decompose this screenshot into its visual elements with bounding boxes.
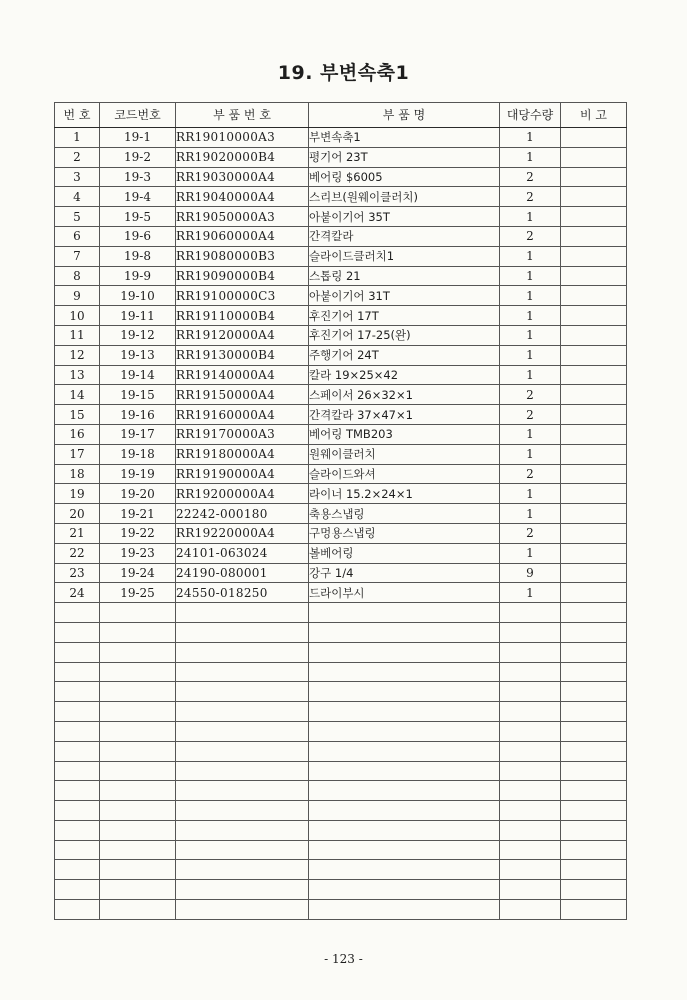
cell-remarks (561, 900, 627, 920)
cell-code: 19-15 (100, 385, 176, 405)
cell-no (55, 801, 100, 821)
cell-part-number (176, 860, 309, 880)
cell-no (55, 880, 100, 900)
cell-code: 19-1 (100, 128, 176, 148)
cell-no (55, 840, 100, 860)
cell-remarks (561, 187, 627, 207)
cell-quantity (500, 860, 561, 880)
cell-remarks (561, 147, 627, 167)
cell-part-name: 간격칼라 (309, 226, 500, 246)
cell-quantity: 1 (500, 147, 561, 167)
cell-part-name (309, 801, 500, 821)
cell-part-name: 베어링 TMB203 (309, 424, 500, 444)
parts-table (54, 102, 627, 920)
cell-quantity (500, 801, 561, 821)
cell-part-name (309, 642, 500, 662)
cell-remarks (561, 444, 627, 464)
cell-code (100, 682, 176, 702)
cell-part-number: RR19080000B3 (176, 246, 309, 266)
cell-code: 19-25 (100, 583, 176, 603)
table-row (55, 306, 627, 326)
cell-part-number: 24101-063024 (176, 543, 309, 563)
cell-part-number (176, 642, 309, 662)
cell-no: 3 (55, 167, 100, 187)
cell-remarks (561, 226, 627, 246)
cell-code: 19-18 (100, 444, 176, 464)
cell-quantity (500, 781, 561, 801)
cell-quantity (500, 622, 561, 642)
cell-quantity (500, 741, 561, 761)
empty-table-row (55, 741, 627, 761)
cell-remarks (561, 424, 627, 444)
table-row (55, 444, 627, 464)
cell-code: 19-20 (100, 484, 176, 504)
cell-quantity: 1 (500, 266, 561, 286)
cell-remarks (561, 207, 627, 227)
cell-remarks (561, 286, 627, 306)
cell-part-name (309, 721, 500, 741)
empty-table-row (55, 860, 627, 880)
cell-no (55, 662, 100, 682)
cell-quantity: 1 (500, 207, 561, 227)
cell-remarks (561, 345, 627, 365)
table-row (55, 167, 627, 187)
cell-part-number (176, 781, 309, 801)
cell-part-number: 22242-000180 (176, 504, 309, 524)
cell-quantity: 1 (500, 345, 561, 365)
cell-no (55, 642, 100, 662)
cell-no (55, 900, 100, 920)
cell-part-name: 후진기어 17T (309, 306, 500, 326)
cell-quantity: 2 (500, 385, 561, 405)
table-row (55, 504, 627, 524)
empty-table-row (55, 801, 627, 821)
cell-no: 8 (55, 266, 100, 286)
cell-part-number: RR19120000A4 (176, 325, 309, 345)
cell-remarks (561, 523, 627, 543)
cell-code (100, 702, 176, 722)
table-row (55, 345, 627, 365)
cell-code (100, 721, 176, 741)
empty-table-row (55, 880, 627, 900)
cell-remarks (561, 246, 627, 266)
cell-part-name: 아붙이기어 35T (309, 207, 500, 227)
cell-remarks (561, 306, 627, 326)
cell-remarks (561, 820, 627, 840)
cell-part-name (309, 761, 500, 781)
cell-remarks (561, 583, 627, 603)
table-row (55, 226, 627, 246)
cell-remarks (561, 721, 627, 741)
cell-quantity: 2 (500, 226, 561, 246)
empty-table-row (55, 900, 627, 920)
cell-code (100, 880, 176, 900)
cell-part-number (176, 840, 309, 860)
cell-code (100, 781, 176, 801)
cell-part-number: RR19140000A4 (176, 365, 309, 385)
cell-part-name: 칼라 19×25×42 (309, 365, 500, 385)
cell-part-name: 슬라이드와셔 (309, 464, 500, 484)
cell-part-name (309, 682, 500, 702)
cell-code: 19-19 (100, 464, 176, 484)
cell-no: 9 (55, 286, 100, 306)
empty-table-row (55, 662, 627, 682)
cell-remarks (561, 801, 627, 821)
cell-part-number: RR19180000A4 (176, 444, 309, 464)
cell-code (100, 761, 176, 781)
cell-part-name: 원웨이클러치 (309, 444, 500, 464)
cell-part-number: RR19110000B4 (176, 306, 309, 326)
cell-part-name: 부변속축1 (309, 128, 500, 148)
cell-code (100, 603, 176, 623)
cell-no: 6 (55, 226, 100, 246)
table-row (55, 424, 627, 444)
cell-quantity: 1 (500, 444, 561, 464)
empty-table-row (55, 682, 627, 702)
cell-part-number: RR19190000A4 (176, 464, 309, 484)
cell-part-number (176, 820, 309, 840)
cell-part-number: 24190-080001 (176, 563, 309, 583)
cell-remarks (561, 622, 627, 642)
cell-no (55, 682, 100, 702)
cell-part-number (176, 761, 309, 781)
cell-remarks (561, 365, 627, 385)
cell-part-name: 간격칼라 37×47×1 (309, 405, 500, 425)
cell-quantity: 2 (500, 187, 561, 207)
cell-remarks (561, 662, 627, 682)
cell-part-name: 스톱링 21 (309, 266, 500, 286)
empty-table-row (55, 603, 627, 623)
table-header-row (55, 103, 627, 128)
cell-remarks (561, 603, 627, 623)
cell-no: 22 (55, 543, 100, 563)
cell-no (55, 721, 100, 741)
cell-code: 19-3 (100, 167, 176, 187)
cell-part-name: 구멍용스냅링 (309, 523, 500, 543)
cell-part-number: RR19150000A4 (176, 385, 309, 405)
header-code: 코드번호 (100, 103, 176, 128)
cell-no: 14 (55, 385, 100, 405)
table-row (55, 464, 627, 484)
cell-part-number (176, 622, 309, 642)
cell-code (100, 741, 176, 761)
cell-quantity (500, 662, 561, 682)
cell-remarks (561, 860, 627, 880)
cell-code: 19-24 (100, 563, 176, 583)
table-row (55, 128, 627, 148)
cell-remarks (561, 741, 627, 761)
cell-part-number: RR19100000C3 (176, 286, 309, 306)
cell-quantity: 1 (500, 365, 561, 385)
cell-part-number: RR19020000B4 (176, 147, 309, 167)
cell-no (55, 820, 100, 840)
cell-remarks (561, 325, 627, 345)
cell-code: 19-14 (100, 365, 176, 385)
cell-no: 1 (55, 128, 100, 148)
cell-part-number: RR19050000A3 (176, 207, 309, 227)
cell-quantity (500, 702, 561, 722)
cell-part-name (309, 603, 500, 623)
cell-code: 19-21 (100, 504, 176, 524)
cell-part-number (176, 900, 309, 920)
cell-quantity: 1 (500, 325, 561, 345)
cell-part-name: 아붙이기어 31T (309, 286, 500, 306)
cell-quantity (500, 900, 561, 920)
cell-part-number (176, 702, 309, 722)
cell-part-number: RR19160000A4 (176, 405, 309, 425)
cell-part-number: RR19220000A4 (176, 523, 309, 543)
cell-remarks (561, 840, 627, 860)
cell-part-name: 라이너 15.2×24×1 (309, 484, 500, 504)
cell-quantity: 1 (500, 484, 561, 504)
cell-code: 19-5 (100, 207, 176, 227)
empty-table-row (55, 840, 627, 860)
cell-quantity (500, 682, 561, 702)
cell-part-name (309, 860, 500, 880)
cell-remarks (561, 128, 627, 148)
cell-quantity: 2 (500, 464, 561, 484)
cell-part-name (309, 900, 500, 920)
cell-part-number (176, 682, 309, 702)
cell-part-name: 스페이서 26×32×1 (309, 385, 500, 405)
cell-part-name: 베어링 $6005 (309, 167, 500, 187)
header-part-number: 부 품 번 호 (176, 103, 309, 128)
cell-remarks (561, 880, 627, 900)
table-row (55, 385, 627, 405)
cell-remarks (561, 464, 627, 484)
cell-code: 19-12 (100, 325, 176, 345)
cell-no: 19 (55, 484, 100, 504)
empty-table-row (55, 642, 627, 662)
cell-code (100, 820, 176, 840)
cell-code: 19-4 (100, 187, 176, 207)
cell-quantity: 1 (500, 286, 561, 306)
cell-code (100, 860, 176, 880)
cell-no (55, 622, 100, 642)
cell-no: 15 (55, 405, 100, 425)
cell-quantity: 1 (500, 504, 561, 524)
table-row (55, 207, 627, 227)
cell-part-number (176, 721, 309, 741)
cell-quantity: 9 (500, 563, 561, 583)
cell-no: 16 (55, 424, 100, 444)
cell-part-name: 주행기어 24T (309, 345, 500, 365)
cell-no: 10 (55, 306, 100, 326)
empty-table-row (55, 761, 627, 781)
cell-no: 5 (55, 207, 100, 227)
cell-part-number: RR19030000A4 (176, 167, 309, 187)
cell-part-name (309, 662, 500, 682)
cell-code: 19-23 (100, 543, 176, 563)
table-row (55, 246, 627, 266)
table-row (55, 325, 627, 345)
table-row (55, 523, 627, 543)
cell-part-name (309, 622, 500, 642)
cell-code (100, 900, 176, 920)
cell-quantity: 1 (500, 424, 561, 444)
empty-table-row (55, 781, 627, 801)
cell-code: 19-11 (100, 306, 176, 326)
cell-code: 19-2 (100, 147, 176, 167)
cell-quantity (500, 603, 561, 623)
cell-quantity: 2 (500, 167, 561, 187)
cell-part-number (176, 603, 309, 623)
table-body (55, 128, 627, 920)
cell-quantity (500, 840, 561, 860)
cell-part-name (309, 820, 500, 840)
cell-quantity (500, 642, 561, 662)
cell-no: 11 (55, 325, 100, 345)
table-row (55, 286, 627, 306)
header-no: 번 호 (55, 103, 100, 128)
cell-no (55, 741, 100, 761)
cell-quantity (500, 761, 561, 781)
cell-part-name: 축용스냅링 (309, 504, 500, 524)
cell-no (55, 702, 100, 722)
cell-no: 4 (55, 187, 100, 207)
cell-no: 18 (55, 464, 100, 484)
page-title: 19. 부변속축1 (277, 62, 410, 84)
cell-part-name: 강구 1/4 (309, 563, 500, 583)
cell-code (100, 622, 176, 642)
cell-part-name (309, 781, 500, 801)
table-row (55, 147, 627, 167)
cell-part-name (309, 840, 500, 860)
cell-part-number (176, 880, 309, 900)
cell-no: 13 (55, 365, 100, 385)
cell-code (100, 801, 176, 821)
cell-no: 17 (55, 444, 100, 464)
header-remarks: 비 고 (561, 103, 627, 128)
cell-remarks (561, 405, 627, 425)
header-part-name: 부 품 명 (309, 103, 500, 128)
table-row (55, 365, 627, 385)
cell-no (55, 860, 100, 880)
cell-code: 19-16 (100, 405, 176, 425)
cell-part-number: RR19040000A4 (176, 187, 309, 207)
cell-remarks (561, 484, 627, 504)
cell-quantity (500, 880, 561, 900)
cell-remarks (561, 761, 627, 781)
cell-no: 23 (55, 563, 100, 583)
table-row (55, 543, 627, 563)
cell-code: 19-13 (100, 345, 176, 365)
cell-part-number: RR19170000A3 (176, 424, 309, 444)
cell-remarks (561, 563, 627, 583)
empty-table-row (55, 820, 627, 840)
cell-part-name (309, 880, 500, 900)
cell-part-name: 볼베어링 (309, 543, 500, 563)
cell-remarks (561, 266, 627, 286)
cell-part-name: 드라이부시 (309, 583, 500, 603)
cell-part-number: 24550-018250 (176, 583, 309, 603)
cell-part-name: 슬라이드클러치1 (309, 246, 500, 266)
cell-code: 19-6 (100, 226, 176, 246)
cell-code: 19-22 (100, 523, 176, 543)
cell-no: 2 (55, 147, 100, 167)
cell-part-number: RR19010000A3 (176, 128, 309, 148)
cell-part-number (176, 741, 309, 761)
cell-remarks (561, 167, 627, 187)
table-row (55, 563, 627, 583)
cell-no: 24 (55, 583, 100, 603)
cell-part-name: 후진기어 17-25(완) (309, 325, 500, 345)
table-row (55, 405, 627, 425)
table-row (55, 583, 627, 603)
cell-code (100, 642, 176, 662)
cell-no (55, 781, 100, 801)
cell-quantity (500, 721, 561, 741)
cell-code (100, 662, 176, 682)
cell-part-number: RR19130000B4 (176, 345, 309, 365)
cell-remarks (561, 781, 627, 801)
header-quantity: 대당수량 (500, 103, 561, 128)
cell-part-name (309, 741, 500, 761)
cell-part-number: RR19090000B4 (176, 266, 309, 286)
cell-quantity (500, 820, 561, 840)
cell-part-number: RR19200000A4 (176, 484, 309, 504)
cell-part-number (176, 662, 309, 682)
empty-table-row (55, 702, 627, 722)
cell-code: 19-8 (100, 246, 176, 266)
cell-quantity: 1 (500, 306, 561, 326)
cell-no: 7 (55, 246, 100, 266)
cell-code (100, 840, 176, 860)
cell-part-number (176, 801, 309, 821)
cell-part-name: 스리브(원웨이클러치) (309, 187, 500, 207)
cell-no: 21 (55, 523, 100, 543)
cell-quantity: 1 (500, 246, 561, 266)
cell-part-number: RR19060000A4 (176, 226, 309, 246)
table-row (55, 266, 627, 286)
cell-quantity: 2 (500, 405, 561, 425)
empty-table-row (55, 622, 627, 642)
page-number: - 123 - (324, 952, 363, 966)
cell-quantity: 1 (500, 543, 561, 563)
empty-table-row (55, 721, 627, 741)
cell-remarks (561, 702, 627, 722)
cell-part-name (309, 702, 500, 722)
cell-no (55, 603, 100, 623)
cell-no (55, 761, 100, 781)
cell-code: 19-10 (100, 286, 176, 306)
table-row (55, 484, 627, 504)
cell-remarks (561, 504, 627, 524)
cell-remarks (561, 385, 627, 405)
cell-no: 12 (55, 345, 100, 365)
cell-remarks (561, 543, 627, 563)
cell-quantity: 1 (500, 128, 561, 148)
cell-quantity: 2 (500, 523, 561, 543)
table-row (55, 187, 627, 207)
cell-code: 19-9 (100, 266, 176, 286)
cell-part-name: 평기어 23T (309, 147, 500, 167)
cell-no: 20 (55, 504, 100, 524)
cell-remarks (561, 682, 627, 702)
cell-remarks (561, 642, 627, 662)
cell-quantity: 1 (500, 583, 561, 603)
cell-code: 19-17 (100, 424, 176, 444)
